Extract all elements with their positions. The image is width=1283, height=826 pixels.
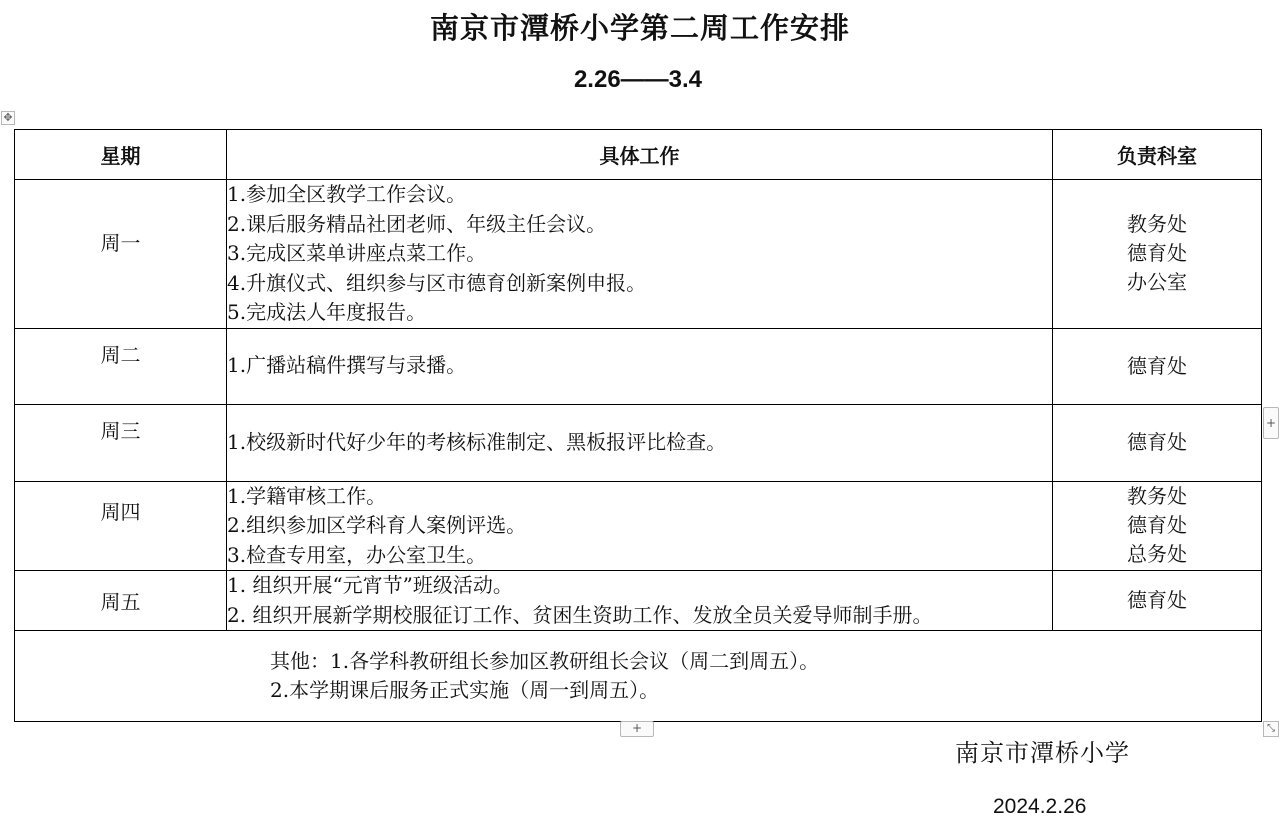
task-item: 1.参加全区教学工作会议。 [227,182,467,206]
dept-item: 总务处 [1127,542,1187,567]
day-label: 周一 [100,231,141,256]
day-cell [15,571,227,631]
dept-item: 教务处 [1127,212,1187,237]
add-column-icon[interactable]: + [1263,407,1279,439]
task-item: 4.升旗仪式、组织参与区市德育创新案例申报。 [227,270,647,295]
work-cell [227,571,1053,631]
other-note: 其他：1.各学科教研组长参加区教研组长会议（周二到周五）。 [270,649,820,673]
day-cell [15,328,227,404]
schedule-table [14,129,1262,722]
signature-date: 2024.2.26 [993,795,1087,818]
task-item: 1.广播站稿件撰写与录播。 [227,353,467,378]
task-item: 2. 组织开展新学期校服征订工作、贫困生资助工作、发放全员关爱导师制手册。 [227,602,933,627]
signature-school: 南京市潭桥小学 [955,739,1130,767]
work-cell [227,328,1053,404]
table-row [15,328,1262,404]
add-row-icon[interactable]: + [620,721,654,737]
dept-cell [1053,571,1262,631]
table-header-row [15,130,1262,180]
dept-item: 教务处 [1127,484,1187,509]
table-row [15,571,1262,631]
day-label: 周二 [100,342,141,367]
dept-item: 德育处 [1127,513,1187,538]
header-day: 星期 [15,130,227,180]
day-cell [15,180,227,329]
work-cell [227,404,1053,481]
dept-item: 德育处 [1127,353,1187,378]
dept-item: 德育处 [1127,430,1187,454]
dept-cell [1053,180,1262,329]
task-item: 3.完成区菜单讲座点菜工作。 [227,241,487,265]
work-cell [227,180,1053,329]
table-row [15,180,1262,329]
dept-item: 办公室 [1127,270,1187,295]
header-dept: 负责科室 [1053,130,1262,180]
day-label: 周四 [100,499,141,524]
dept-cell [1053,404,1262,481]
header-work: 具体工作 [227,130,1053,180]
day-label: 周五 [100,590,141,614]
dept-item: 德育处 [1127,241,1187,266]
other-notes-cell [15,631,1262,722]
task-item: 1. 组织开展“元宵节”班级活动。 [227,573,513,597]
task-item: 2.课后服务精品社团老师、年级主任会议。 [227,211,607,236]
task-item: 1.校级新时代好少年的考核标准制定、黑板报评比检查。 [227,429,727,454]
dept-cell [1053,481,1262,571]
move-icon[interactable]: ✥ [1,111,15,125]
day-cell [15,481,227,571]
task-item: 2.组织参加区学科育人案例评选。 [227,513,527,537]
day-label: 周三 [100,418,141,443]
work-cell [227,481,1053,571]
day-cell [15,404,227,481]
task-item: 3.检查专用室，办公室卫生。 [227,542,487,567]
dept-item: 德育处 [1127,588,1187,612]
table-row [15,404,1262,481]
table-row [15,481,1262,571]
resize-icon[interactable]: ⤡ [1263,721,1279,737]
document-title: 南京市潭桥小学第二周工作安排 [429,11,850,45]
task-item: 5.完成法人年度报告。 [227,300,427,324]
date-range: 2.26——3.4 [573,66,703,93]
task-item: 1.学籍审核工作。 [227,483,387,508]
other-note: 2.本学期课后服务正式实施（周一到周五）。 [270,678,660,702]
table-row-other [15,631,1262,722]
dept-cell [1053,328,1262,404]
